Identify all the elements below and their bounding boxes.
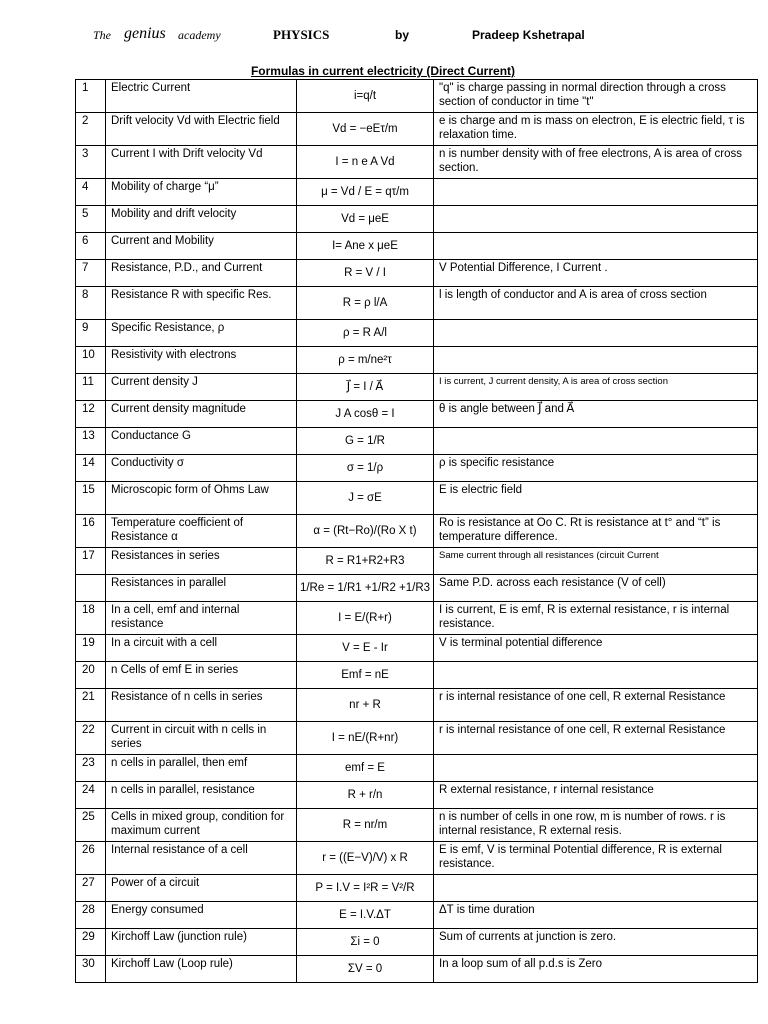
row-number: 18	[76, 602, 106, 635]
row-number: 26	[76, 842, 106, 875]
document-title	[0, 64, 768, 78]
row-number	[76, 575, 106, 602]
table-row	[76, 782, 758, 809]
row-number: 4	[76, 179, 106, 206]
row-explanation: Sum of currents at junction is zero.	[434, 929, 758, 956]
table-row	[76, 233, 758, 260]
row-description: Electric Current	[106, 80, 297, 113]
table-row	[76, 179, 758, 206]
row-description: Mobility and drift velocity	[106, 206, 297, 233]
row-number: 21	[76, 689, 106, 722]
page-header	[0, 26, 768, 46]
row-number: 2	[76, 113, 106, 146]
row-number: 10	[76, 347, 106, 374]
table-row	[76, 428, 758, 455]
row-description: Temperature coefficient of Resistance α	[106, 515, 297, 548]
table-row	[76, 902, 758, 929]
row-formula: I= Ane x μeE	[297, 233, 434, 260]
row-description: Kirchoff Law (junction rule)	[106, 929, 297, 956]
row-formula: Σi = 0	[297, 929, 434, 956]
table-row	[76, 113, 758, 146]
row-description: Drift velocity Vd with Electric field	[106, 113, 297, 146]
row-description: Conductivity σ	[106, 455, 297, 482]
row-description: Current density J	[106, 374, 297, 401]
row-description: Current density magnitude	[106, 401, 297, 428]
row-formula: i=q/t	[297, 80, 434, 113]
row-number: 13	[76, 428, 106, 455]
row-explanation: I is current, J current density, A is area of cross section	[434, 374, 758, 401]
row-description: Specific Resistance, ρ	[106, 320, 297, 347]
row-number: 9	[76, 320, 106, 347]
table-row	[76, 956, 758, 983]
row-formula: nr + R	[297, 689, 434, 722]
row-description: Resistances in series	[106, 548, 297, 575]
row-number: 25	[76, 809, 106, 842]
row-number: 15	[76, 482, 106, 515]
row-description: Kirchoff Law (Loop rule)	[106, 956, 297, 983]
row-formula: 1/Re = 1/R1 +1/R2 +1/R3	[297, 575, 434, 602]
row-explanation: n is number of cells in one row, m is number of rows. r is internal resistance, R external resis.	[434, 809, 758, 842]
table-row	[76, 347, 758, 374]
row-explanation: ΔT is time duration	[434, 902, 758, 929]
row-formula: J A cosθ = I	[297, 401, 434, 428]
row-formula: P = I.V = I²R = V²/R	[297, 875, 434, 902]
row-explanation: Same P.D. across each resistance (V of cell)	[434, 575, 758, 602]
row-number: 29	[76, 929, 106, 956]
header-genius: genius	[124, 25, 166, 42]
row-description: Cells in mixed group, condition for maximum current	[106, 809, 297, 842]
row-description: Microscopic form of Ohms Law	[106, 482, 297, 515]
row-formula: R = nr/m	[297, 809, 434, 842]
formula-table-body	[76, 80, 758, 983]
row-formula: I = E/(R+r)	[297, 602, 434, 635]
row-explanation: R external resistance, r internal resistance	[434, 782, 758, 809]
row-description: In a circuit with a cell	[106, 635, 297, 662]
row-formula: G = 1/R	[297, 428, 434, 455]
row-number: 30	[76, 956, 106, 983]
row-description: Resistivity with electrons	[106, 347, 297, 374]
header-academy: academy	[178, 28, 221, 42]
row-description: In a cell, emf and internal resistance	[106, 602, 297, 635]
row-explanation	[434, 233, 758, 260]
row-number: 20	[76, 662, 106, 689]
row-description: n cells in parallel, resistance	[106, 782, 297, 809]
header-subject: PHYSICS	[273, 27, 330, 42]
row-explanation: r is internal resistance of one cell, R external Resistance	[434, 689, 758, 722]
row-description: n Cells of emf E in series	[106, 662, 297, 689]
row-formula: α = (Rt−Ro)/(Ro X t)	[297, 515, 434, 548]
row-number: 6	[76, 233, 106, 260]
table-row	[76, 842, 758, 875]
row-explanation: n is number density with of free electrons, A is area of cross section.	[434, 146, 758, 179]
row-explanation: E is electric field	[434, 482, 758, 515]
row-explanation	[434, 179, 758, 206]
row-number: 23	[76, 755, 106, 782]
row-explanation: "q" is charge passing in normal direction through a cross section of conductor in time "t"	[434, 80, 758, 113]
table-row	[76, 548, 758, 575]
row-explanation	[434, 428, 758, 455]
row-explanation	[434, 755, 758, 782]
row-description: Current and Mobility	[106, 233, 297, 260]
table-row	[76, 755, 758, 782]
row-number: 3	[76, 146, 106, 179]
row-description: Current in circuit with n cells in series	[106, 722, 297, 755]
table-row	[76, 809, 758, 842]
table-row	[76, 146, 758, 179]
row-explanation: In a loop sum of all p.d.s is Zero	[434, 956, 758, 983]
row-formula: Vd = μeE	[297, 206, 434, 233]
table-row	[76, 320, 758, 347]
header-author: Pradeep Kshetrapal	[472, 28, 585, 42]
table-row	[76, 80, 758, 113]
row-formula: R = R1+R2+R3	[297, 548, 434, 575]
row-explanation: V is terminal potential difference	[434, 635, 758, 662]
row-description: Mobility of charge “μ”	[106, 179, 297, 206]
row-description: Resistance, P.D., and Current	[106, 260, 297, 287]
row-formula: Emf = nE	[297, 662, 434, 689]
row-number: 19	[76, 635, 106, 662]
row-number: 11	[76, 374, 106, 401]
row-formula: I = n e A Vd	[297, 146, 434, 179]
table-row	[76, 455, 758, 482]
row-formula: I = nE/(R+nr)	[297, 722, 434, 755]
row-number: 5	[76, 206, 106, 233]
row-formula: R + r/n	[297, 782, 434, 809]
row-formula: ρ = m/ne²τ	[297, 347, 434, 374]
table-row	[76, 287, 758, 320]
table-row	[76, 635, 758, 662]
row-explanation: ρ is specific resistance	[434, 455, 758, 482]
row-explanation	[434, 662, 758, 689]
row-description: Current I with Drift velocity Vd	[106, 146, 297, 179]
row-number: 24	[76, 782, 106, 809]
row-explanation	[434, 875, 758, 902]
table-row	[76, 875, 758, 902]
row-explanation: E is emf, V is terminal Potential difference, R is external resistance.	[434, 842, 758, 875]
row-explanation: θ is angle between J⃗ and A⃗	[434, 401, 758, 428]
table-row	[76, 206, 758, 233]
row-formula: μ = Vd / E = qτ/m	[297, 179, 434, 206]
row-number: 1	[76, 80, 106, 113]
row-formula: emf = E	[297, 755, 434, 782]
formula-table	[75, 79, 758, 983]
table-row	[76, 662, 758, 689]
row-description: n cells in parallel, then emf	[106, 755, 297, 782]
row-explanation: I is current, E is emf, R is external resistance, r is internal resistance.	[434, 602, 758, 635]
table-row	[76, 401, 758, 428]
row-explanation: Same current through all resistances (circuit Current	[434, 548, 758, 575]
row-formula: E = I.V.ΔT	[297, 902, 434, 929]
row-formula: σ = 1/ρ	[297, 455, 434, 482]
row-formula: J⃗ = I / A⃗	[297, 374, 434, 401]
table-row	[76, 374, 758, 401]
row-description: Resistance R with specific Res.	[106, 287, 297, 320]
row-description: Power of a circuit	[106, 875, 297, 902]
table-row	[76, 689, 758, 722]
row-formula: V = E - Ir	[297, 635, 434, 662]
row-formula: R = V / I	[297, 260, 434, 287]
row-description: Conductance G	[106, 428, 297, 455]
row-number: 22	[76, 722, 106, 755]
table-row	[76, 722, 758, 755]
row-description: Energy consumed	[106, 902, 297, 929]
row-formula: r = ((E−V)/V) x R	[297, 842, 434, 875]
row-explanation	[434, 320, 758, 347]
row-number: 12	[76, 401, 106, 428]
row-formula: ρ = R A/l	[297, 320, 434, 347]
row-number: 28	[76, 902, 106, 929]
row-number: 17	[76, 548, 106, 575]
row-explanation: r is internal resistance of one cell, R external Resistance	[434, 722, 758, 755]
table-row	[76, 602, 758, 635]
row-explanation	[434, 347, 758, 374]
table-row	[76, 260, 758, 287]
row-formula: R = ρ l/A	[297, 287, 434, 320]
table-row	[76, 575, 758, 602]
row-number: 27	[76, 875, 106, 902]
document-title-text: Formulas in current electricity (Direct Current)	[250, 64, 516, 78]
row-explanation: e is charge and m is mass on electron, E is electric field, τ is relaxation time.	[434, 113, 758, 146]
row-explanation: l is length of conductor and A is area of cross section	[434, 287, 758, 320]
row-formula: J = σE	[297, 482, 434, 515]
table-row	[76, 482, 758, 515]
row-description: Internal resistance of a cell	[106, 842, 297, 875]
row-description: Resistances in parallel	[106, 575, 297, 602]
row-number: 7	[76, 260, 106, 287]
table-row	[76, 515, 758, 548]
row-number: 16	[76, 515, 106, 548]
row-formula: ΣV = 0	[297, 956, 434, 983]
row-explanation: V Potential Difference, I Current .	[434, 260, 758, 287]
row-formula: Vd = −eEτ/m	[297, 113, 434, 146]
header-the: The	[93, 28, 111, 42]
header-by: by	[395, 28, 410, 42]
row-number: 14	[76, 455, 106, 482]
table-row	[76, 929, 758, 956]
row-explanation: Ro is resistance at Oo C. Rt is resistance at t° and “t” is temperature difference.	[434, 515, 758, 548]
row-description: Resistance of n cells in series	[106, 689, 297, 722]
row-explanation	[434, 206, 758, 233]
row-number: 8	[76, 287, 106, 320]
